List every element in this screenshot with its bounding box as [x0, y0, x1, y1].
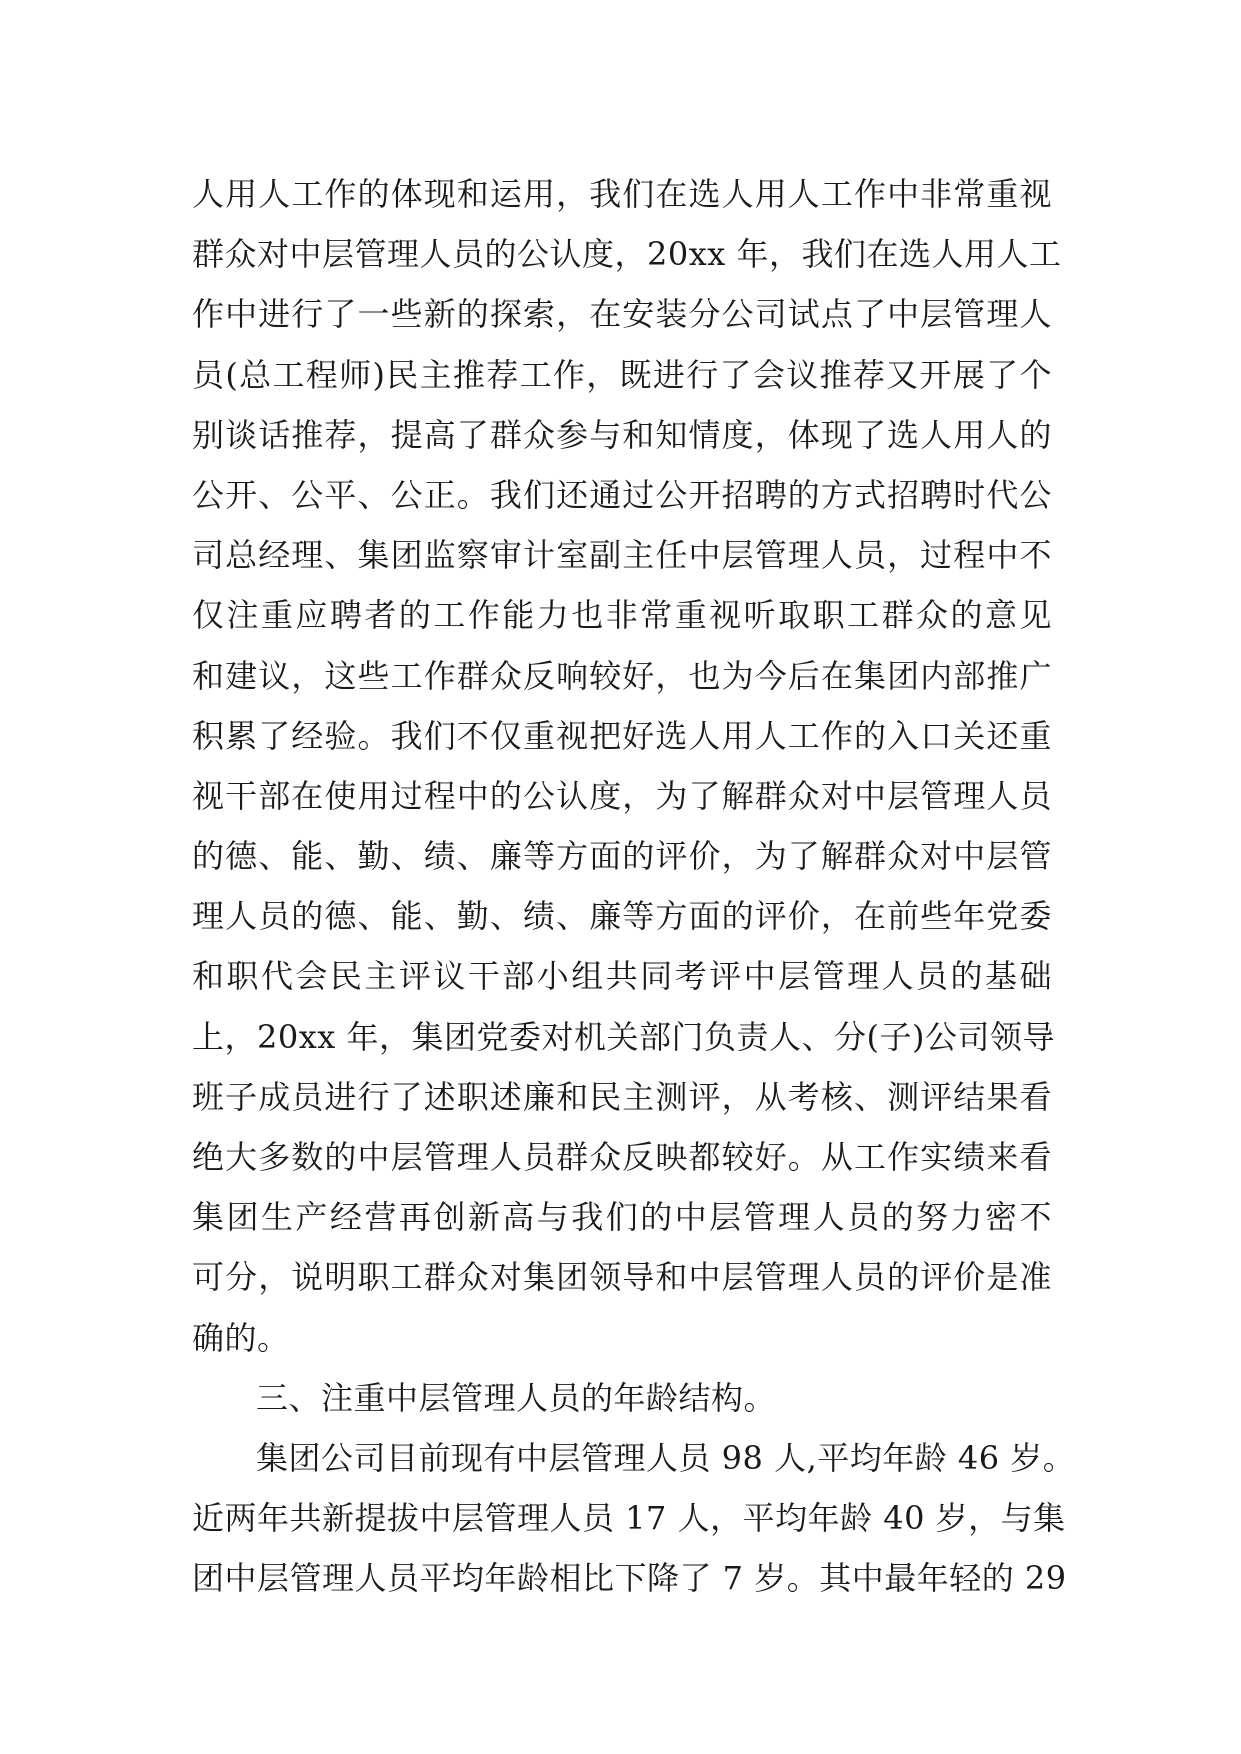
- text-line: 的德、能、勤、绩、廉等方面的评价，为了解群众对中层管: [192, 837, 1052, 876]
- text-line: 和建议，这些工作群众反响较好，也为今后在集团内部推广: [192, 656, 1052, 695]
- text-line: 可分，说明职工群众对集团领导和中层管理人员的评价是准: [192, 1258, 1052, 1297]
- text-line: 员(总工程师)民主推荐工作，既进行了会议推荐又开展了个: [192, 355, 1052, 394]
- paragraph-end-line: 确的。: [192, 1318, 290, 1357]
- text-line: 人用人工作的体现和运用，我们在选人用人工作中非常重视: [192, 175, 1052, 213]
- text-line: 理人员的德、能、勤、绩、廉等方面的评价，在前些年党委: [192, 897, 1052, 936]
- text-line: 仅注重应聘者的工作能力也非常重视听取职工群众的意见: [192, 596, 1052, 635]
- text-line: 集团生产经营再创新高与我们的中层管理人员的努力密不: [192, 1198, 1052, 1237]
- section-heading: 三、注重中层管理人员的年龄结构。: [256, 1378, 777, 1417]
- body-text: [192, 164, 1076, 1609]
- text-line: 司总经理、集团监察审计室副主任中层管理人员，过程中不: [192, 536, 1052, 575]
- text-line: 团中层管理人员平均年龄相比下降了 7 岁。其中最年轻的 29: [192, 1559, 1067, 1598]
- text-line: 绝大多数的中层管理人员群众反映都较好。从工作实绩来看: [192, 1138, 1052, 1176]
- text-line: 视干部在使用过程中的公认度，为了解群众对中层管理人员: [192, 776, 1052, 815]
- text-line: 积累了经验。我们不仅重视把好选人用人工作的入口关还重: [192, 716, 1052, 755]
- text-line: 公开、公平、公正。我们还通过公开招聘的方式招聘时代公: [192, 475, 1052, 514]
- text-line: 集团公司目前现有中层管理人员 98 人,平均年龄 46 岁。: [256, 1438, 1076, 1477]
- text-line: 上，20xx 年，集团党委对机关部门负责人、分(子)公司领导: [192, 1017, 1055, 1056]
- text-line: 和职代会民主评议干部小组共同考评中层管理人员的基础: [192, 957, 1052, 996]
- text-line: 作中进行了一些新的探索，在安装分公司试点了中层管理人: [192, 295, 1052, 334]
- text-line: 近两年共新提拔中层管理人员 17 人，平均年龄 40 岁，与集: [192, 1499, 1066, 1538]
- text-line: 群众对中层管理人员的公认度，20xx 年，我们在选人用人工: [192, 235, 1062, 274]
- text-line: 别谈话推荐，提高了群众参与和知情度，体现了选人用人的: [192, 415, 1052, 454]
- text-line: 班子成员进行了述职述廉和民主测评，从考核、测评结果看: [192, 1077, 1052, 1116]
